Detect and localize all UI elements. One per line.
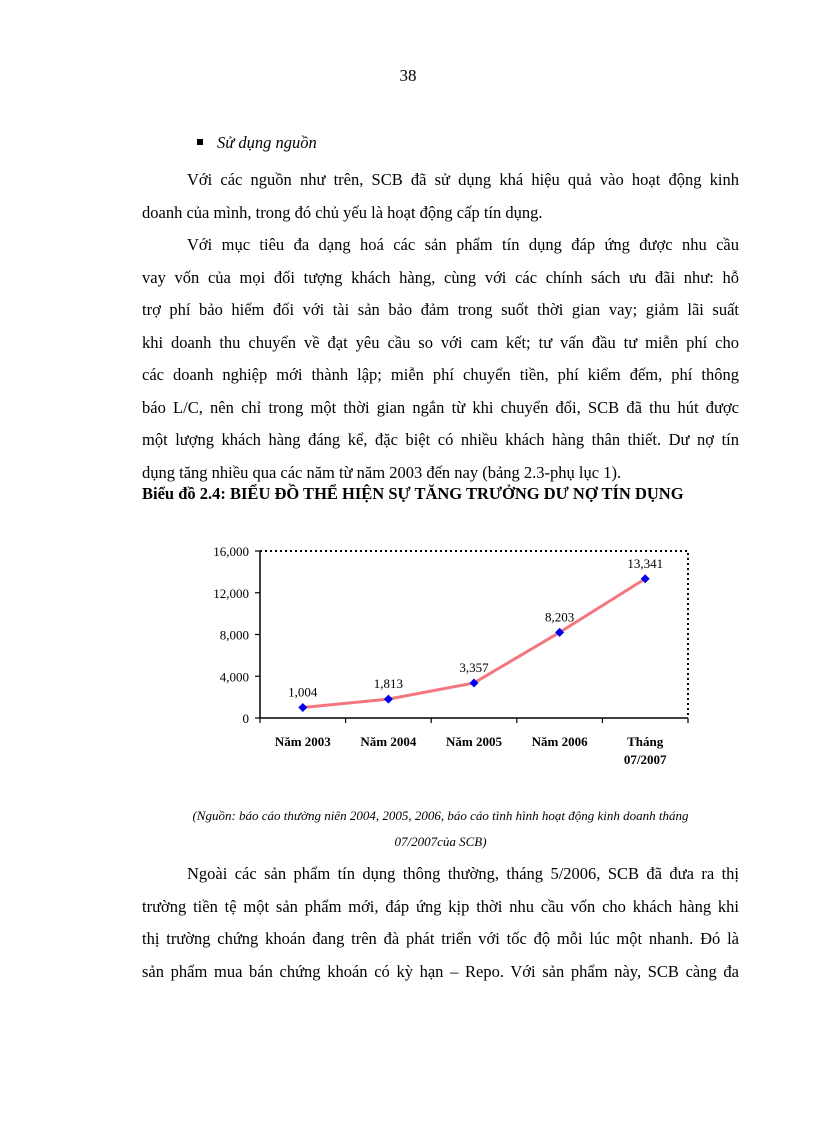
paragraph-line: khi doanh thu chuyển về đạt yêu cầu so với cam kết; tư vấn đầu tư miễn phí cho xyxy=(142,332,739,352)
y-tick-label: 8,000 xyxy=(219,627,249,643)
paragraph-line: báo L/C, nên chỉ trong một thời gian ngắn từ khi chuyển đổi, SCB đã thu hút được xyxy=(142,397,739,417)
x-tick-label: Năm 2005 xyxy=(446,734,502,749)
y-tick-label: 12,000 xyxy=(213,585,249,601)
chart-caption xyxy=(142,803,739,855)
caption-line: 07/2007của SCB) xyxy=(394,834,487,849)
x-tick-label: Năm 2003 xyxy=(274,734,331,749)
data-label: 13,341 xyxy=(627,555,664,571)
data-point xyxy=(298,703,307,712)
paragraph-3 xyxy=(142,858,739,988)
y-tick-label: 4,000 xyxy=(219,669,249,685)
x-tick-label: Năm 2006 xyxy=(531,734,588,749)
x-tick-label: Năm 2004 xyxy=(360,734,417,749)
paragraph-line: doanh của mình, trong đó chủ yếu là hoạt động cấp tín dụng. xyxy=(142,202,543,222)
x-tick-label: Tháng xyxy=(627,734,664,749)
data-label: 8,203 xyxy=(544,609,575,625)
paragraph-line: các doanh nghiệp mới thành lập; miễn phí chuyển tiền, phí kiểm đếm, phí thông xyxy=(142,365,739,384)
data-point xyxy=(384,695,393,704)
paragraph-line: Ngoài các sản phẩm tín dụng thông thường, tháng 5/2006, SCB đã đưa ra thị xyxy=(187,864,739,883)
paragraph-line: vay vốn của mọi đối tượng khách hàng, cùng với các chính sách ưu đãi như: hỗ xyxy=(142,267,739,287)
paragraph-line: dụng tăng nhiều qua các năm từ năm 2003 đến nay (bảng 2.3-phụ lục 1). xyxy=(142,462,622,482)
paragraph-line: trường tiền tệ một sản phẩm mới, đáp ứng kịp thời nhu cầu vốn cho khách hàng khi xyxy=(142,896,739,916)
plot-area-border xyxy=(260,551,688,718)
chart-title: Biểu đồ 2.4: BIỂU ĐỒ THỂ HIỆN SỰ TĂNG TRƯỞNG DƯ NỢ TÍN DỤNG xyxy=(142,484,684,503)
page-number: 38 xyxy=(399,66,417,85)
paragraph-line: một lượng khách hàng đáng kể, đặc biệt có nhiều khách hàng thân thiết. Dư nợ tín xyxy=(142,430,739,449)
paragraph-line: Với các nguồn như trên, SCB đã sử dụng khá hiệu quả vào hoạt động kinh xyxy=(187,170,739,189)
paragraph-line: trợ phí bảo hiểm đối với tài sản bảo đảm trong suốt thời gian vay; giảm lãi suất xyxy=(142,300,739,319)
paragraph-line: thị trường chứng khoán đang trên đà phát triển với tốc độ mỗi lúc một nhanh. Đó là xyxy=(142,929,739,948)
section-heading-text: Sử dụng nguồn xyxy=(217,133,317,152)
x-tick-label: 07/2007 xyxy=(623,752,667,767)
data-label: 3,357 xyxy=(459,659,489,675)
series-line xyxy=(303,579,645,708)
data-label: 1,813 xyxy=(373,676,404,692)
y-tick-label: 0 xyxy=(242,711,249,726)
paragraph-line: Với mục tiêu đa dạng hoá các sản phẩm tín dụng đáp ứng được nhu cầu xyxy=(187,235,739,254)
data-label: 1,004 xyxy=(288,684,318,700)
paragraph-line: sản phẩm mua bán chứng khoán có kỳ hạn – Repo. Với sản phẩm này, SCB càng đa xyxy=(142,961,739,981)
y-tick-label: 16,000 xyxy=(213,544,249,559)
caption-line: (Nguồn: báo cáo thường niên 2004, 2005, 2006, báo cáo tình hình hoạt động kinh doanh tháng xyxy=(192,808,689,823)
